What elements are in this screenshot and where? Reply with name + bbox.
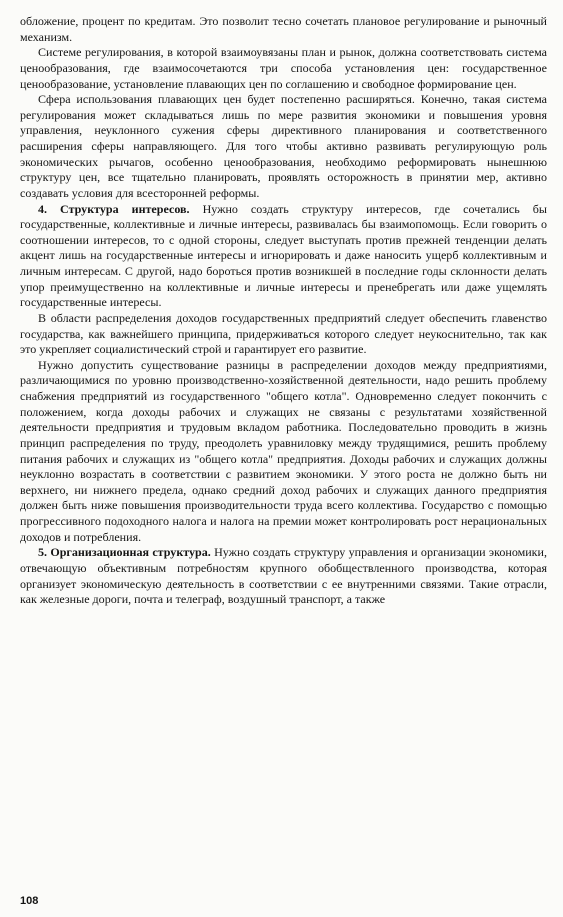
paragraph-2-text: Системе регулирования, в которой взаимоувязаны план и рынок, должна соответствовать система ценообразования, где взаимосочетаются три способа установления цен: государственное ценообразование, установление плавающих цен по соглашению и свободное формирование цен. [20,45,547,91]
paragraph-4-text: Нужно создать структуру интересов, где сочетались бы государственные, коллективные и личные интересы, развивалась бы взаимопомощь. Если говорить о соотношении интересов, то с одной стороны, следует выступать против прежней тенденции делать акцент лишь на государственные интересы и игнорировать и даже наносить ущерб коллективным и личным интересам. С другой, надо бороться против возникшей в последние годы склонности делать упор преимущественно на коллективные и личные интересы и пренебрегать или даже ущемлять государственные интересы. [20,201,547,310]
paragraph-5 [20,311,547,358]
paragraph-1 [20,14,547,45]
paragraph-1-text: обложение, процент по кредитам. Это позволит тесно сочетать плановое регулирование и рыночный механизм. [20,14,547,44]
paragraph-3-text: Сфера использования плавающих цен будет постепенно расширяться. Конечно, такая система регулирования может складываться лишь по мере развития экономики и повышения уровня управления, неуклонного сужения сферы директивного планирования и соответственного расширения сферы направляющего. Для того чтобы активно развивать регулирующую роль экономических рычагов, особенно ценообразования, необходимо реформировать нынешнюю структуру цен, все тщательно планировать, проявлять осторожность в принятии мер, активно создавать условия для всесторонней реформы. [20,92,547,200]
paragraph-6-text: Нужно допустить существование разницы в распределении доходов между предприятиями, различающимися по уровню производственно-хозяйственной деятельности, надо решить проблему снабжения предприятий из государственного "общего котла". Одновременно следует покончить с положением, когда доходы рабочих и служащих не связаны с результатами хозяйственной деятельности предприятия и трудовым вкладом работника. Последовательно проводить в жизнь принцип распределения по труду, преодолеть уравниловку между трудящимися, решить проблему питания рабочих и служащих из "общего котла" предприятия. Доходы рабочих и служащих должны неуклонно возрастать в соответствии с развитием экономики. У этого роста не должно быть ни верхнего, ни нижнего предела, однако средний доход рабочих и служащих данного предприятия должен быть ниже повышения производительности труда всего коллектива. Государство с помощью прогрессивного подоходного налога и налога на премии может контролировать рост нерациональных доходов и потребления. [20,357,547,544]
paragraph-5-text: В области распределения доходов государственных предприятий следует обеспечить главенство государства, как важнейшего принципа, придерживаться которого следует неукоснительно, так как это укрепляет социалистический строй и гарантирует его развитие. [20,310,547,357]
paragraph-2 [20,45,547,92]
paragraph-4 [20,202,547,311]
paragraph-6 [20,358,547,546]
section-heading-organization: 5. Организационная структура. [38,545,211,560]
body-text [20,14,547,608]
paragraph-7 [20,545,547,608]
section-heading-interests: 4. Структура интересов. [38,201,190,216]
paragraph-7-text: Нужно создать структуру управления и организации экономики, отвечающую объективным потребностям крупного обобществленного производства, которая организует экономическую деятельность в соответствии с ее внутренними связями. Такие отрасли, как железные дороги, почта и телеграф, воздушный транспорт, а также [20,545,547,607]
page-number: 108 [20,895,39,907]
paragraph-3 [20,92,547,201]
